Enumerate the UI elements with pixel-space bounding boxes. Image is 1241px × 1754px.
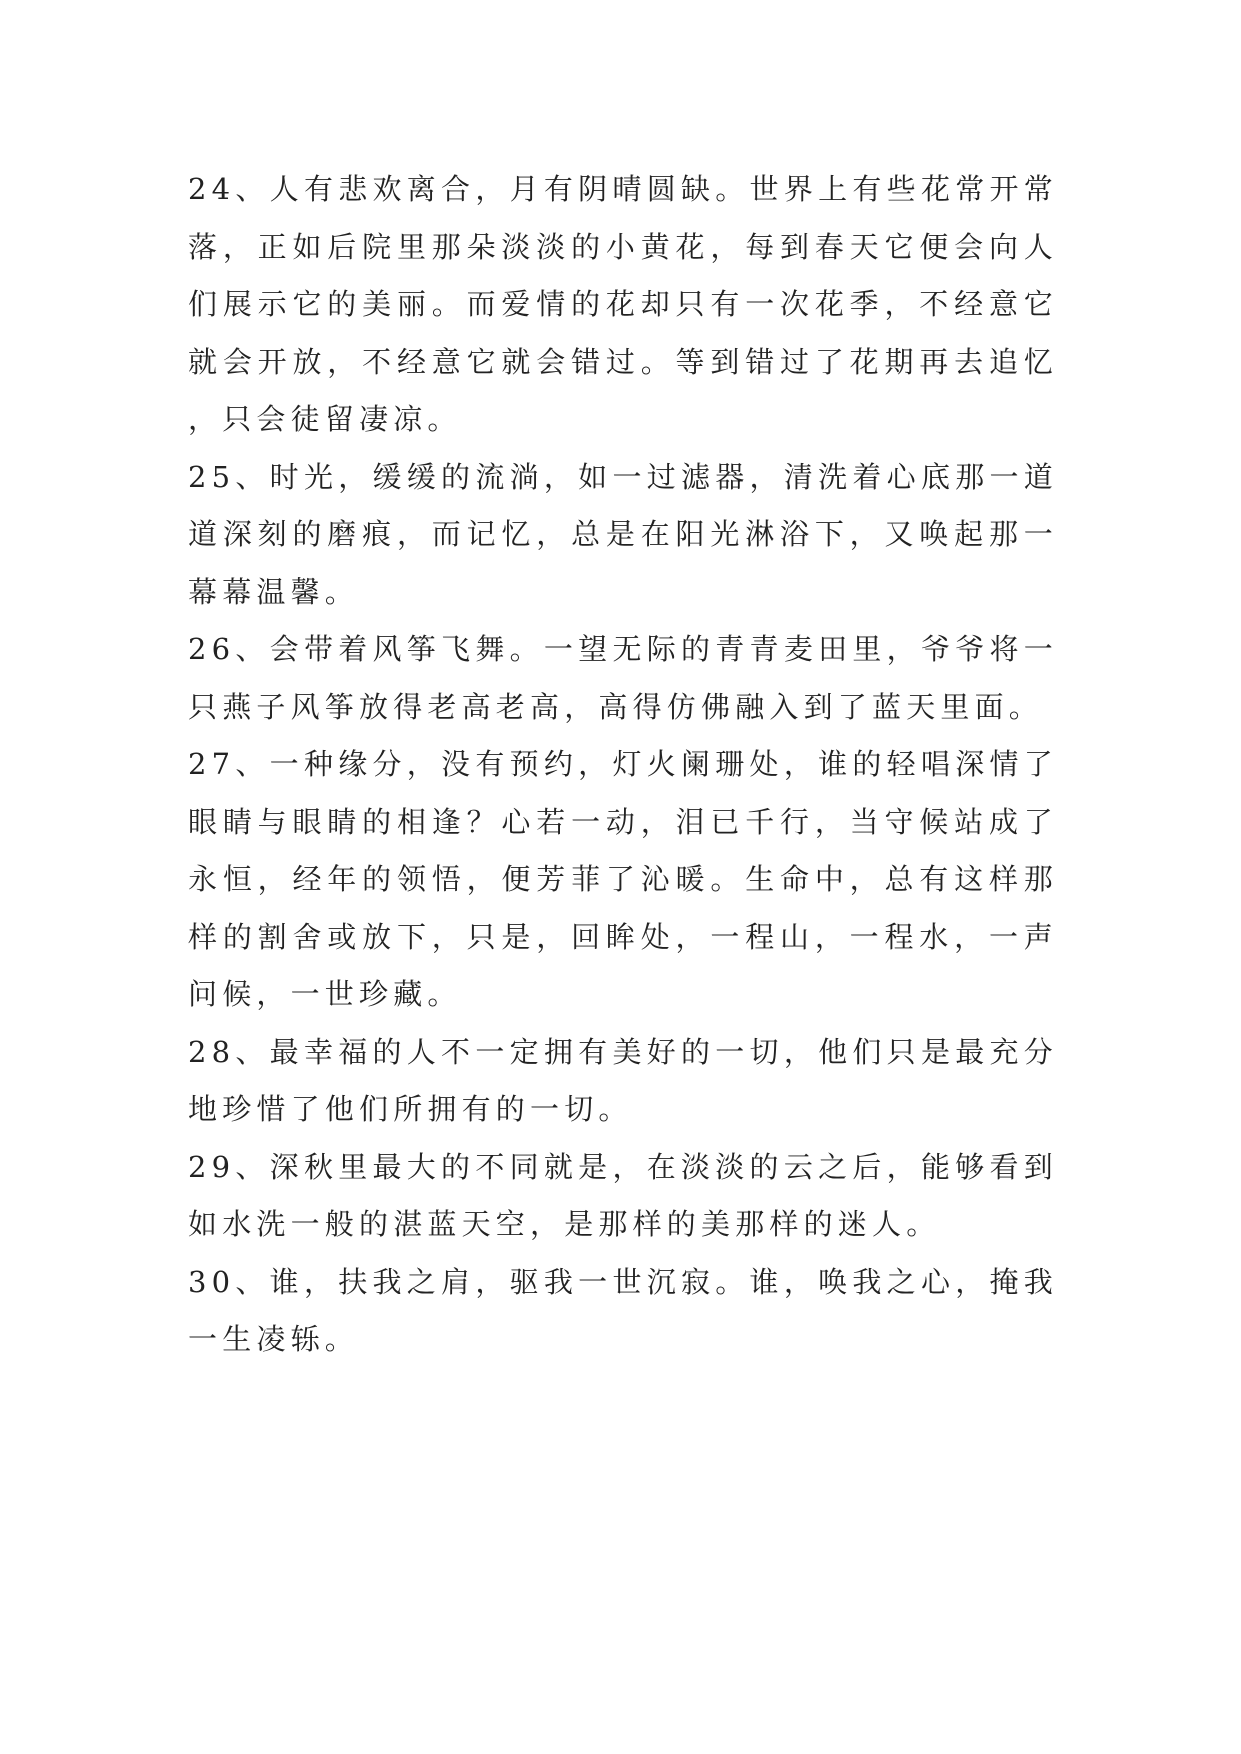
paragraph-28: 28、最幸福的人不一定拥有美好的一切，他们只是最充分地珍惜了他们所拥有的一切。: [188, 1034, 1058, 1126]
paragraph-26: 26、会带着风筝飞舞。一望无际的青青麦田里，爷爷将一只燕子风筝放得老高老高，高得仿佛融入到了蓝天里面。: [188, 632, 1058, 724]
paragraph-24: 24、人有悲欢离合，月有阴晴圆缺。世界上有些花常开常落，正如后院里那朵淡淡的小黄花，每到春天它便会向人们展示它的美丽。而爱情的花却只有一次花季，不经意它就会开放，不经意它就会错过。等到错过了花期再去追忆，只会徒留凄凉。: [188, 172, 1058, 436]
paragraph-29: 29、深秋里最大的不同就是，在淡淡的云之后，能够看到如水洗一般的湛蓝天空，是那样的美那样的迷人。: [188, 1149, 1058, 1241]
document-body: [188, 161, 1058, 1369]
paragraph-25: 25、时光，缓缓的流淌，如一过滤器，清洗着心底那一道道深刻的磨痕，而记忆，总是在阳光淋浴下，又唤起那一幕幕温馨。: [188, 459, 1058, 609]
paragraph-27: 27、一种缘分，没有预约，灯火阑珊处，谁的轻唱深情了眼睛与眼睛的相逢？心若一动，泪已千行，当守候站成了永恒，经年的领悟，便芳菲了沁暖。生命中，总有这样那样的割舍或放下，只是，回眸处，一程山，一程水，一声问候，一世珍藏。: [188, 747, 1058, 1011]
paragraph-30: 30、谁，扶我之肩，驱我一世沉寂。谁，唤我之心，掩我一生凌轹。: [188, 1264, 1058, 1356]
